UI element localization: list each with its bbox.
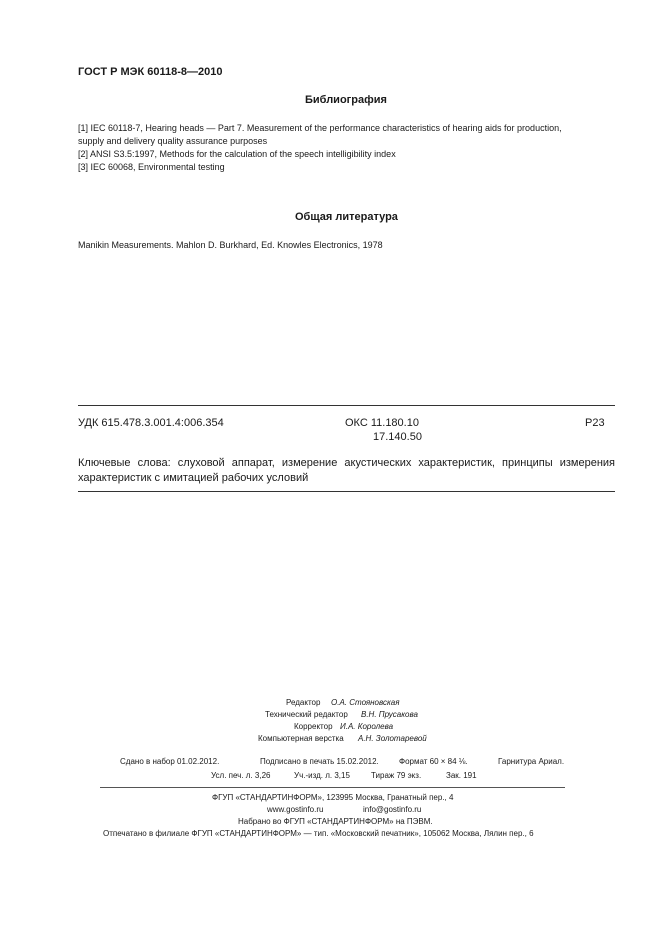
- bibliography-title: Библиография: [305, 94, 387, 106]
- imprint-print-sheets: Усл. печ. л. 3,26: [211, 771, 271, 780]
- classifier-code: Р23: [585, 417, 605, 429]
- reference-line: [1] IEC 60118-7, Hearing heads — Part 7. Measurement of the performance characteristics of hearing aids for production,: [78, 123, 562, 133]
- imprint-typeface: Гарнитура Ариал.: [498, 757, 565, 766]
- printing-note: Отпечатано в филиале ФГУП «СТАНДАРТИНФОРМ» — тип. «Московский печатник», 105062 Москва, Лялин пер., 6: [103, 829, 534, 838]
- literature-item: Manikin Measurements. Mahlon D. Burkhard, Ed. Knowles Electronics, 1978: [78, 240, 383, 250]
- divider: [100, 787, 565, 788]
- editor-name: О.А. Стояновская: [331, 698, 400, 707]
- imprint-run: Тираж 79 экз.: [371, 771, 422, 780]
- publisher-email: info@gostinfo.ru: [363, 805, 422, 814]
- general-literature-title: Общая литература: [295, 211, 398, 223]
- tech-editor-name: В.Н. Прусакова: [361, 710, 418, 719]
- oks-code-1: ОКС 11.180.10: [345, 417, 419, 429]
- imprint-format: Формат 60 × 84 ⅛.: [399, 757, 468, 766]
- udc-code: УДК 615.478.3.001.4:006.354: [78, 417, 224, 429]
- layout-name: А.Н. Золотаревой: [358, 734, 427, 743]
- reference-line: [2] ANSI S3.5:1997, Methods for the calculation of the speech intelligibility index: [78, 149, 396, 159]
- publisher-address: ФГУП «СТАНДАРТИНФОРМ», 123995 Москва, Гранатный пер., 4: [212, 793, 454, 802]
- typeset-note: Набрано во ФГУП «СТАНДАРТИНФОРМ» на ПЭВМ.: [238, 817, 433, 826]
- imprint-signed-date: Подписано в печать 15.02.2012.: [260, 757, 379, 766]
- tech-editor-label: Технический редактор: [265, 710, 348, 719]
- document-code: ГОСТ Р МЭК 60118-8—2010: [78, 66, 223, 78]
- reference-line: supply and delivery quality assurance purposes: [78, 136, 268, 146]
- corrector-name: И.А. Королева: [340, 722, 394, 731]
- imprint-typeset-date: Сдано в набор 01.02.2012.: [120, 757, 220, 766]
- divider: [78, 405, 615, 406]
- layout-label: Компьютерная верстка: [258, 734, 344, 743]
- publisher-website: www.gostinfo.ru: [267, 805, 324, 814]
- reference-line: [3] IEC 60068, Environmental testing: [78, 162, 225, 172]
- divider: [78, 491, 615, 492]
- imprint-edit-sheets: Уч.-изд. л. 3,15: [294, 771, 350, 780]
- oks-code-2: 17.140.50: [373, 431, 422, 443]
- imprint-order: Зак. 191: [446, 771, 477, 780]
- editor-label: Редактор: [286, 698, 321, 707]
- corrector-label: Корректор: [294, 722, 333, 731]
- keywords: Ключевые слова: слуховой аппарат, измерение акустических характеристик, принципы измерения характеристик с имитацией рабочих условий: [78, 457, 615, 484]
